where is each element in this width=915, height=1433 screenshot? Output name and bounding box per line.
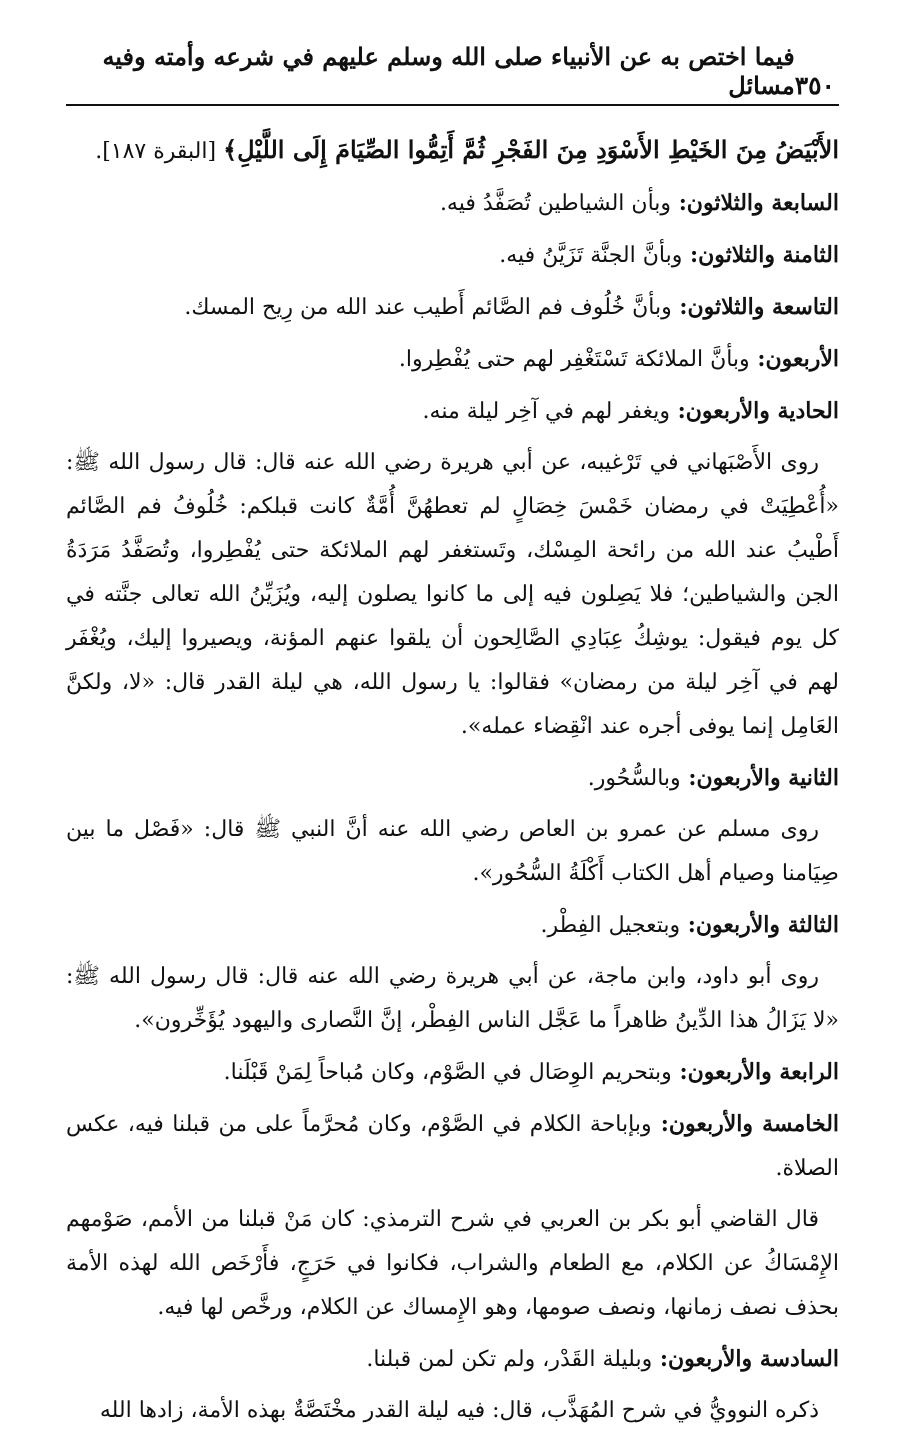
page-body — [66, 106, 839, 1433]
item-46-heading: السادسة والأربعون: — [652, 1346, 839, 1372]
item-43-heading: الثالثة والأربعون: — [680, 912, 839, 938]
item-45 — [66, 1102, 839, 1191]
verse-reference: [البقرة ١٨٧]. — [95, 139, 224, 164]
item-41 — [66, 389, 839, 434]
item-43-text: وبتعجيل الفِطْر. — [540, 913, 681, 938]
page-header — [66, 42, 839, 106]
item-40-text: وبأنَّ الملائكة تَسْتَغْفِر لهم حتى يُفْطِروا. — [398, 347, 750, 372]
item-39 — [66, 285, 839, 330]
hadith-abu-dawud: روى أبو داود، وابن ماجة، عن أبي هريرة رضي الله عنه قال: قال رسول الله ﷺ: «لا يَزَالُ هذا الدِّينُ ظاهراً ما عَجَّل الناس الفِطْر، إنَّ النَّصارى واليهود يُؤَخِّرون». — [66, 964, 839, 1033]
quote-nawawi: ذكره النوويُّ في شرح المُهَذَّب، قال: فيه ليلة القدر مخْتَصَّةٌ بهذه الأمة، زادها الله — [99, 1398, 819, 1423]
hadith-muslim: روى مسلم عن عمرو بن العاص رضي الله عنه أنَّ النبي ﷺ قال: «فَصْل ما بين صِيَامنا وصيام أهل الكتاب أَكْلَةُ السُّحُور». — [66, 817, 839, 886]
item-37 — [66, 181, 839, 226]
item-39-text: وبأنَّ خُلُوف فم الصَّائم أَطيب عند الله من رِيح المسك. — [184, 295, 672, 320]
running-title: فيما اختص به عن الأنبياء صلى الله وسلم عليهم في شرعه وأمته وفيه مسائل — [102, 42, 795, 100]
hadith-isfahani: روى الأَصْبَهاني في تَرْغيبه، عن أبي هريرة رضي الله عنه قال: قال رسول الله ﷺ: «أُعْطِيَتْ في رمضان خَمْسَ خِصَالٍ لم تعطهُنَّ أُمَّةٌ كانت قبلكم: خُلُوفُ فم الصَّائم أَطْيبُ عند الله من رائحة المِسْك، وتَستغفر لهم الملائكة حتى يُفْطِروا، وتُصَفَّدُ مَرَدَةُ الجن والشياطين؛ فلا يَصِلون فيه إلى ما كانوا يصلون إليه، ويُزَيِّنُ الله تعالى جنَّته في كل يوم فيقول: يوشِكُ عِبَادِي الصَّالِحون أن يلقوا عنهم المؤنة، ويصيروا إليك، ويُغْفَر لهم في آخِر ليلة من رمضان» فقالوا: يا رسول الله، هي ليلة القدر قال: «لا، ولكنَّ العَامِل إنما يوفى أجره عند انْقِضاء عمله». — [66, 450, 839, 739]
item-42-text: وبالسُّحُور. — [587, 766, 681, 791]
item-46 — [66, 1337, 839, 1382]
item-44 — [66, 1050, 839, 1095]
item-40 — [66, 337, 839, 382]
quran-verse: الأَبْيَضُ مِنَ الخَيْطِ الأَسْوَدِ مِنَ الفَجْرِ ثُمَّ أَتِمُّوا الصِّيَامَ إِلَى اللَّيْلِ﴾ — [223, 135, 839, 164]
verse-line — [66, 128, 839, 174]
item-41-heading: الحادية والأربعون: — [669, 398, 839, 424]
item-42 — [66, 756, 839, 801]
item-42-heading: الثانية والأربعون: — [680, 765, 839, 791]
item-38 — [66, 233, 839, 278]
item-46-text: وبليلة القَدْر، ولم تكن لمن قبلنا. — [366, 1347, 653, 1372]
quote-ibn-al-arabi: قال القاضي أبو بكر بن العربي في شرح الترمذي: كان مَنْ قبلنا من الأمم، صَوْمهم الإِمْسَاكُ عن الكلام، مع الطعام والشراب، فكانوا في حَرَجٍ، فأَرْخَص الله لهذه الأمة بحذف نصف زمانها، ونصف صومها، وهو الإِمساك عن الكلام، ورخَّص لها فيه. — [66, 1207, 839, 1320]
item-44-text: وبتحريم الوِصَال في الصَّوْم، وكان مُباحاً لِمَنْ قَبْلَنا. — [223, 1060, 672, 1085]
item-37-heading: السابعة والثلاثون: — [671, 190, 839, 216]
item-44-heading: الرابعة والأربعون: — [671, 1059, 839, 1085]
item-38-text: وبأنَّ الجنَّة تَزَيَّنُ فيه. — [499, 243, 683, 268]
item-37-text: وبأن الشياطين تُصَفَّدُ فيه. — [439, 191, 672, 216]
item-38-heading: الثامنة والثلاثون: — [682, 242, 839, 268]
item-39-heading: التاسعة والثلاثون: — [671, 294, 839, 320]
item-43 — [66, 903, 839, 948]
item-45-text: وبإباحة الكلام في الصَّوْم، وكان مُحرَّماً على من قبلنا فيه، عكس الصلاة. — [66, 1112, 839, 1181]
page-number: ٣٥٠ — [794, 71, 835, 100]
item-45-heading: الخامسة والأربعون: — [651, 1111, 840, 1137]
item-40-heading: الأربعون: — [749, 346, 839, 372]
item-41-text: ويغفر لهم في آخِر ليلة منه. — [422, 399, 670, 424]
